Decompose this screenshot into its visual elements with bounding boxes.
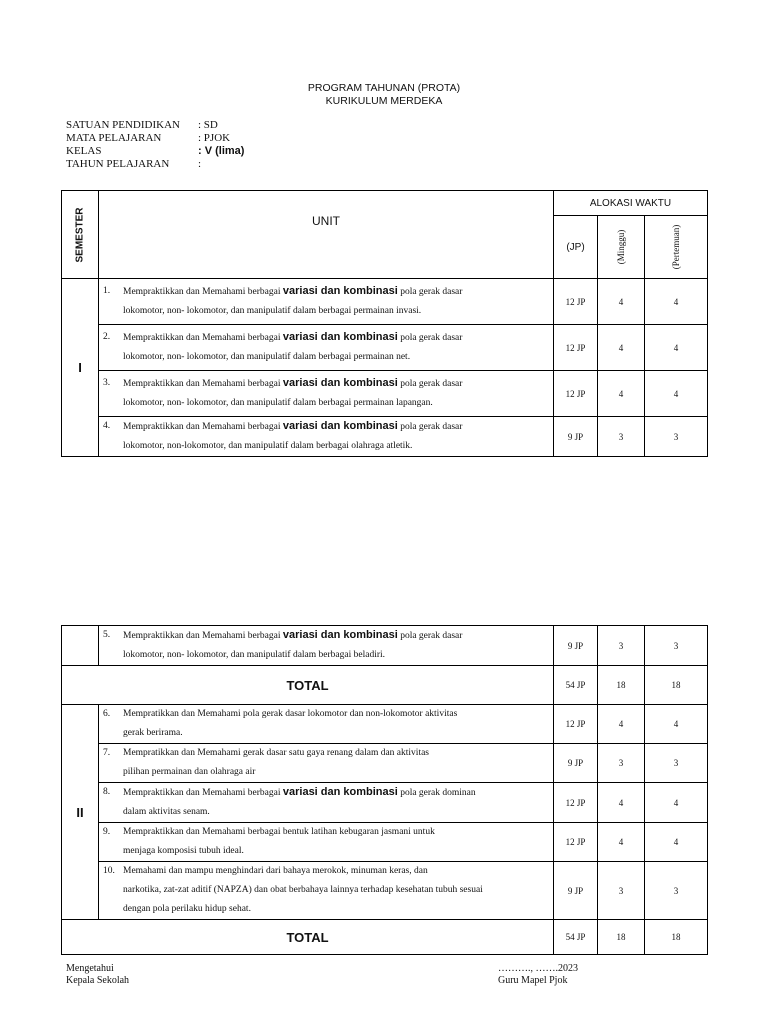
identity-value: : V (lima) xyxy=(198,145,245,157)
pertemuan-value: 4 xyxy=(645,705,708,744)
unit-row xyxy=(99,744,554,783)
pertemuan-value: 3 xyxy=(645,417,708,457)
unit-number: 7. xyxy=(103,748,111,758)
pertemuan-header-label: (Pertemuan) xyxy=(671,224,681,270)
jp-value: 12 JP xyxy=(554,705,598,744)
unit-text: Mempraktikkan dan Memahami berbagai xyxy=(123,788,283,798)
unit-emphasis: variasi dan kombinasi xyxy=(282,377,398,389)
unit-text: pola gerak dasar xyxy=(397,422,463,432)
total-label: TOTAL xyxy=(62,920,554,955)
unit-number: 9. xyxy=(103,827,111,837)
unit-text: Mempratikkan dan Memahami pola gerak dasar lokomotor dan non-lokomotor aktivitas xyxy=(123,709,458,719)
prota-table-part2 xyxy=(61,625,708,955)
unit-text: lokomotor, non- lokomotor, dan manipulatif dalam berbagai permainan invasi. xyxy=(123,306,422,316)
unit-header: UNIT xyxy=(99,191,554,279)
minggu-value: 4 xyxy=(598,705,645,744)
footer-guru-mapel: Guru Mapel Pjok xyxy=(498,975,568,986)
unit-text: lokomotor, non-lokomotor, dan manipulatif dalam berbagai olahraga atletik. xyxy=(123,441,413,451)
pertemuan-value: 4 xyxy=(645,783,708,823)
title-line-2: KURIKULUM MERDEKA xyxy=(325,95,443,107)
pertemuan-value: 4 xyxy=(645,325,708,371)
total-minggu: 18 xyxy=(598,920,645,955)
unit-text: pola gerak dasar xyxy=(397,287,463,297)
unit-text: lokomotor, non- lokomotor, dan manipulatif dalam berbagai permainan lapangan. xyxy=(123,398,433,408)
unit-row xyxy=(99,626,554,666)
jp-header: (JP) xyxy=(554,216,598,279)
unit-text: pilihan permainan dan olahraga air xyxy=(123,767,256,777)
identity-label: SATUAN PENDIDIKAN xyxy=(66,119,180,131)
unit-text: Mempraktikkan dan Memahami berbagai xyxy=(123,333,283,343)
minggu-value: 3 xyxy=(598,862,645,920)
pertemuan-value: 3 xyxy=(645,744,708,783)
document-title xyxy=(0,82,768,108)
unit-text: narkotika, zat-zat aditif (NAPZA) dan obat berbahaya lainnya terhadap kesehatan tubuh sesuai xyxy=(123,885,483,895)
minggu-value: 3 xyxy=(598,626,645,666)
unit-text: Mempraktikkan dan Memahami berbagai xyxy=(123,631,283,641)
jp-value: 9 JP xyxy=(554,744,598,783)
unit-emphasis: variasi dan kombinasi xyxy=(282,420,398,432)
minggu-value: 4 xyxy=(598,783,645,823)
unit-text: dengan pola perilaku hidup sehat. xyxy=(123,904,251,914)
unit-text: Mempraktikkan dan Memahami berbagai xyxy=(123,287,283,297)
semester-1-continued-cell xyxy=(62,626,99,666)
unit-text: gerak berirama. xyxy=(123,728,183,738)
unit-number: 1. xyxy=(103,286,111,296)
total-minggu: 18 xyxy=(598,666,645,705)
signature-left xyxy=(66,963,129,987)
unit-emphasis: variasi dan kombinasi xyxy=(282,285,398,297)
prota-table-part1 xyxy=(61,190,708,457)
minggu-header-label: (Minggu) xyxy=(616,229,626,265)
identity-label: MATA PELAJARAN xyxy=(66,132,162,144)
total-label: TOTAL xyxy=(62,666,554,705)
unit-number: 4. xyxy=(103,421,111,431)
jp-value: 12 JP xyxy=(554,279,598,325)
jp-value: 9 JP xyxy=(554,417,598,457)
unit-text: pola gerak dasar xyxy=(397,333,463,343)
unit-text: menjaga komposisi tubuh ideal. xyxy=(123,846,244,856)
footer-date: ………., …….2023 xyxy=(498,963,578,974)
pertemuan-value: 3 xyxy=(645,862,708,920)
unit-text: pola gerak dasar xyxy=(397,379,463,389)
minggu-value: 4 xyxy=(598,371,645,417)
unit-text: lokomotor, non- lokomotor, dan manipulatif dalam berbagai beladiri. xyxy=(123,650,386,660)
unit-row xyxy=(99,371,554,417)
jp-value: 9 JP xyxy=(554,862,598,920)
jp-value: 12 JP xyxy=(554,325,598,371)
minggu-value: 3 xyxy=(598,744,645,783)
total-pertemuan: 18 xyxy=(645,920,708,955)
semester-header-label: SEMESTER xyxy=(74,206,86,263)
unit-text: Mempratikkan dan Memahami gerak dasar satu gaya renang dalam dan aktivitas xyxy=(123,748,429,758)
unit-row xyxy=(99,705,554,744)
total-jp: 54 JP xyxy=(554,920,598,955)
minggu-header xyxy=(598,216,645,279)
minggu-value: 4 xyxy=(598,823,645,862)
unit-row xyxy=(99,783,554,823)
pertemuan-value: 3 xyxy=(645,626,708,666)
minggu-value: 4 xyxy=(598,325,645,371)
unit-emphasis: variasi dan kombinasi xyxy=(282,786,398,798)
unit-row xyxy=(99,823,554,862)
footer-mengetahui: Mengetahui xyxy=(66,963,114,974)
unit-row xyxy=(99,417,554,457)
total-jp: 54 JP xyxy=(554,666,598,705)
identity-value: : PJOK xyxy=(198,132,231,144)
unit-text: pola gerak dasar xyxy=(397,631,463,641)
unit-number: 2. xyxy=(103,332,111,342)
footer-kepala-sekolah: Kepala Sekolah xyxy=(66,975,130,986)
unit-row xyxy=(99,279,554,325)
identity-label: TAHUN PELAJARAN xyxy=(66,158,170,170)
unit-number: 10. xyxy=(103,866,115,876)
unit-row xyxy=(99,325,554,371)
minggu-value: 4 xyxy=(598,279,645,325)
unit-row xyxy=(99,862,554,920)
semester-1-cell: I xyxy=(62,279,99,457)
unit-number: 5. xyxy=(103,630,111,640)
unit-text: Mempraktikkan dan Memahami berbagai xyxy=(123,422,283,432)
pertemuan-value: 4 xyxy=(645,279,708,325)
pertemuan-value: 4 xyxy=(645,823,708,862)
unit-text: Memahami dan mampu menghindari dari bahaya merokok, minuman keras, dan xyxy=(123,866,428,876)
minggu-value: 3 xyxy=(598,417,645,457)
unit-number: 8. xyxy=(103,787,111,797)
identity-value: : SD xyxy=(198,119,218,131)
identity-label: KELAS xyxy=(66,145,102,157)
unit-text: pola gerak dominan xyxy=(397,788,476,798)
unit-text: Mempraktikkan dan Memahami berbagai xyxy=(123,379,283,389)
unit-text: Mempraktikkan dan Memahami berbagai bentuk latihan kebugaran jasmani untuk xyxy=(123,827,435,837)
semester-header xyxy=(62,191,99,279)
unit-number: 3. xyxy=(103,378,111,388)
unit-emphasis: variasi dan kombinasi xyxy=(282,629,398,641)
alokasi-waktu-header: ALOKASI WAKTU xyxy=(554,191,708,216)
unit-emphasis: variasi dan kombinasi xyxy=(282,331,398,343)
semester-2-cell: II xyxy=(62,705,99,920)
jp-value: 9 JP xyxy=(554,626,598,666)
jp-value: 12 JP xyxy=(554,783,598,823)
jp-value: 12 JP xyxy=(554,371,598,417)
total-pertemuan: 18 xyxy=(645,666,708,705)
jp-value: 12 JP xyxy=(554,823,598,862)
unit-number: 6. xyxy=(103,709,111,719)
identity-value: : xyxy=(198,158,202,170)
signature-right xyxy=(498,963,578,987)
unit-text: lokomotor, non- lokomotor, dan manipulatif dalam berbagai permainan net. xyxy=(123,352,411,362)
title-line-1: PROGRAM TAHUNAN (PROTA) xyxy=(307,82,461,94)
pertemuan-header xyxy=(645,216,708,279)
unit-text: dalam aktivitas senam. xyxy=(123,807,210,817)
pertemuan-value: 4 xyxy=(645,371,708,417)
